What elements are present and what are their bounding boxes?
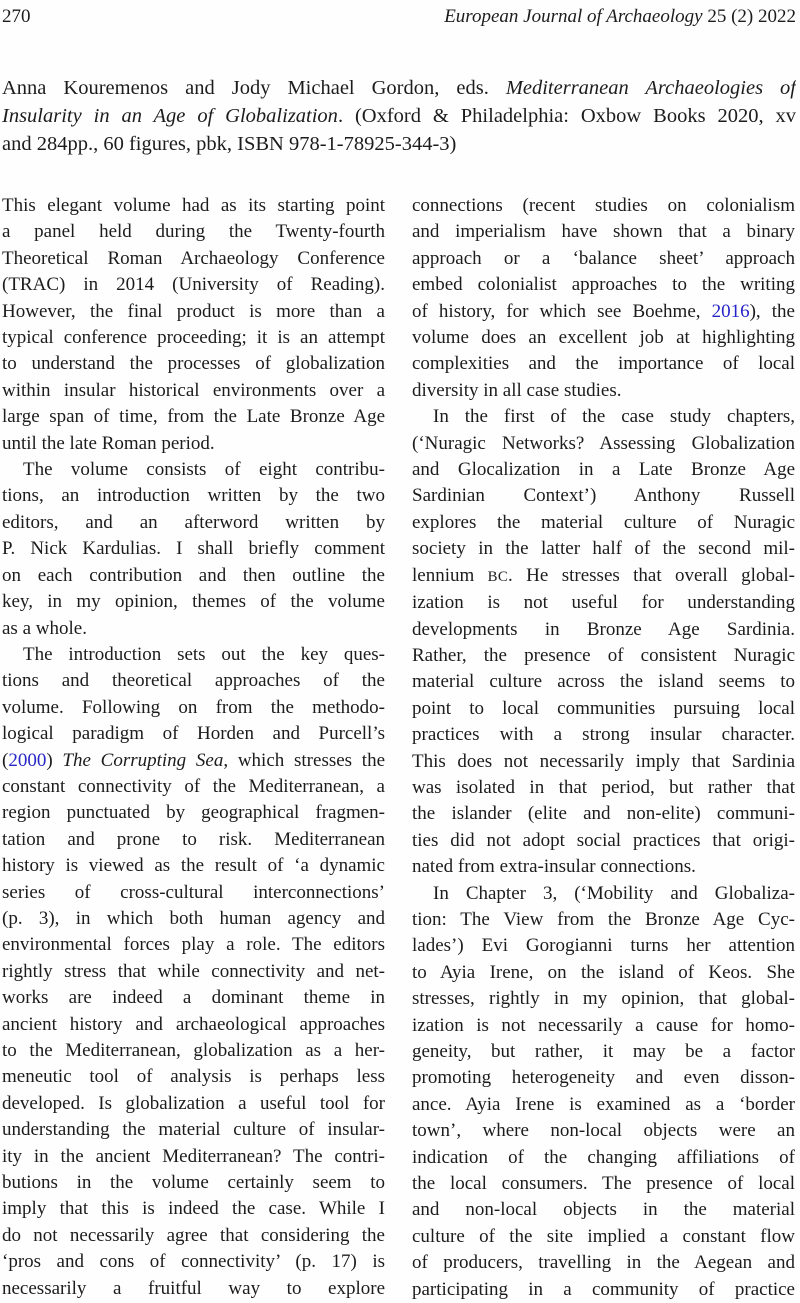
text-span: the local consumers. The presence of local bbox=[412, 1173, 795, 1195]
text-line bbox=[412, 246, 795, 272]
text-line bbox=[412, 590, 795, 616]
text-span: to Ayia Irene, on the island of Keos. She bbox=[412, 961, 795, 983]
column-left bbox=[2, 193, 385, 1303]
text-line bbox=[2, 668, 385, 694]
text-line bbox=[2, 1091, 385, 1117]
text-line bbox=[412, 775, 795, 801]
text-line bbox=[412, 933, 795, 959]
text-line bbox=[2, 932, 385, 958]
text-line bbox=[412, 749, 795, 775]
text-span: to the Mediterranean, globalization as a her- bbox=[2, 1040, 385, 1061]
text-span: constant connectivity of the Mediterranean, a bbox=[2, 775, 385, 797]
text-span: tion: The View from the Bronze Age Cyc- bbox=[412, 908, 795, 930]
text-line bbox=[412, 696, 795, 722]
text-span: Sardinian Context’) Anthony Russell bbox=[412, 485, 795, 507]
text-span: to understand the processes of globalization bbox=[2, 353, 385, 375]
text-line bbox=[2, 74, 796, 102]
text-span: approach or a ‘balance sheet’ approach bbox=[412, 247, 795, 269]
text-line bbox=[412, 378, 795, 404]
text-span: The volume consists of eight contribu- bbox=[23, 459, 385, 481]
text-line bbox=[412, 1145, 795, 1171]
text-span: of producers, travelling in the Aegean and bbox=[412, 1252, 795, 1274]
text-line bbox=[2, 378, 385, 404]
text-span: ity in the ancient Mediterranean? The contri- bbox=[2, 1145, 385, 1167]
text-line bbox=[2, 563, 385, 589]
text-span: indication of the changing affiliations of bbox=[412, 1146, 795, 1168]
text-span: connections (recent studies on colonialism bbox=[412, 195, 795, 216]
text-span: do not necessarily agree that considering the bbox=[2, 1224, 385, 1246]
text-line bbox=[2, 457, 385, 483]
text-line bbox=[2, 642, 385, 668]
text-line bbox=[2, 827, 385, 853]
text-span: ties did not adopt social practices that origi- bbox=[412, 829, 795, 851]
text-span: culture of the site implied a constant flow bbox=[412, 1225, 795, 1247]
text-line bbox=[412, 431, 795, 457]
text-span: practices with a strong insular character. bbox=[412, 724, 795, 746]
text-span: ), the bbox=[749, 300, 795, 322]
text-line bbox=[2, 1223, 385, 1249]
text-span: 25 (2) 2022 bbox=[702, 6, 796, 27]
book-citation-heading bbox=[2, 74, 796, 158]
text-span: embed colonialist approaches to the writing bbox=[412, 274, 795, 296]
text-line bbox=[2, 906, 385, 932]
text-line bbox=[412, 1277, 795, 1303]
text-span: Theoretical Roman Archaeology Conference bbox=[2, 247, 385, 269]
text-span: tions, an introduction written by the two bbox=[2, 485, 385, 507]
text-line bbox=[412, 1197, 795, 1223]
text-span: ance. Ayia Irene is examined as a ‘border bbox=[412, 1093, 795, 1115]
text-span: works are indeed a dominant theme in bbox=[2, 987, 385, 1009]
text-span: Anna Kouremenos and Jody Michael Gordon, eds. bbox=[2, 77, 506, 99]
text-line bbox=[2, 272, 385, 298]
text-span: as a whole. bbox=[2, 617, 87, 639]
text-span: tation and prone to risk. Mediterranean bbox=[2, 828, 385, 850]
text-span: society in the latter half of the second mil- bbox=[412, 538, 795, 560]
running-header bbox=[2, 0, 796, 28]
text-span: ization is not necessarily a cause for homo- bbox=[412, 1014, 795, 1036]
text-line bbox=[412, 563, 795, 590]
text-span: and 284pp., 60 figures, pbk, ISBN 978-1-78925-344-3) bbox=[2, 133, 457, 155]
text-span: series of cross-cultural interconnections’ bbox=[2, 881, 385, 903]
text-span: understanding the material culture of insular- bbox=[2, 1119, 385, 1141]
text-line bbox=[412, 351, 795, 377]
text-line bbox=[412, 1224, 795, 1250]
text-span: and imperialism have shown that a binary bbox=[412, 221, 795, 243]
text-span: This elegant volume had as its starting point bbox=[2, 195, 385, 216]
text-span: diversity in all case studies. bbox=[412, 379, 622, 401]
text-span: butions in the volume certainly seem to bbox=[2, 1172, 385, 1194]
text-span: typical conference proceeding; it is an attempt bbox=[2, 327, 385, 349]
journal-title bbox=[444, 6, 796, 28]
text-span: rightly stress that while connectivity and net- bbox=[2, 960, 385, 982]
italic-text: Insularity in an Age of Globalization bbox=[2, 105, 338, 127]
text-span: In Chapter 3, (‘Mobility and Globaliza- bbox=[433, 882, 795, 904]
text-line bbox=[412, 1065, 795, 1091]
text-span: history is viewed as the result of ‘a dynamic bbox=[2, 855, 385, 877]
text-line bbox=[2, 102, 796, 130]
text-span: and non-local objects in the material bbox=[412, 1199, 795, 1221]
text-line bbox=[412, 536, 795, 562]
text-line bbox=[412, 986, 795, 1012]
text-line bbox=[2, 130, 796, 158]
text-span: developed. Is globalization a useful tool for bbox=[2, 1092, 385, 1114]
text-line bbox=[2, 351, 385, 377]
text-span: region punctuated by geographical fragmen- bbox=[2, 802, 385, 824]
text-span: editors, and an afterword written by bbox=[2, 511, 385, 533]
text-line bbox=[2, 193, 385, 219]
text-line bbox=[412, 881, 795, 907]
text-line bbox=[412, 828, 795, 854]
citation-link[interactable]: 2016 bbox=[711, 300, 750, 322]
citation-link[interactable]: 2000 bbox=[8, 749, 47, 771]
text-line bbox=[2, 1064, 385, 1090]
text-line bbox=[412, 299, 795, 325]
text-line bbox=[412, 483, 795, 509]
italic-text: European Journal of Archaeology bbox=[444, 6, 703, 27]
text-line bbox=[412, 325, 795, 351]
text-span: nated from extra-insular connections. bbox=[412, 856, 696, 878]
text-span: key, in my opinion, themes of the volume bbox=[2, 591, 385, 613]
text-span: This does not necessarily imply that Sardinia bbox=[412, 750, 795, 772]
text-span: In the first of the case study chapters, bbox=[433, 406, 795, 428]
text-span: geneity, but rather, it may be a factor bbox=[412, 1041, 795, 1062]
text-line bbox=[412, 1092, 795, 1118]
text-span: , which stresses the bbox=[223, 749, 385, 771]
two-column-body bbox=[2, 193, 796, 1303]
text-line bbox=[2, 510, 385, 536]
italic-text: The Corrupting Sea bbox=[62, 749, 224, 771]
text-line bbox=[2, 589, 385, 615]
italic-text: Mediterranean Archaeologies of bbox=[505, 77, 796, 99]
text-line bbox=[2, 853, 385, 879]
text-line bbox=[2, 1117, 385, 1143]
text-span: ization is not useful for understanding bbox=[412, 592, 795, 614]
text-span: town’, where non-local objects were an bbox=[412, 1120, 795, 1142]
text-line bbox=[2, 325, 385, 351]
text-span: imply that this is indeed the case. While I bbox=[2, 1198, 385, 1220]
column-right bbox=[412, 193, 795, 1303]
text-line bbox=[412, 272, 795, 298]
text-span: (‘Nuragic Networks? Assessing Globalization bbox=[412, 432, 795, 454]
text-line bbox=[412, 801, 795, 827]
text-line bbox=[2, 1170, 385, 1196]
text-line bbox=[412, 907, 795, 933]
text-line bbox=[412, 510, 795, 536]
text-line bbox=[2, 695, 385, 721]
text-line bbox=[2, 1012, 385, 1038]
text-line bbox=[2, 880, 385, 906]
text-span: meneutic tool of analysis is perhaps less bbox=[2, 1066, 385, 1088]
text-line bbox=[412, 219, 795, 245]
text-line bbox=[2, 299, 385, 325]
text-span: The introduction sets out the key ques- bbox=[23, 643, 385, 665]
text-line bbox=[2, 1038, 385, 1064]
text-span: environmental forces play a role. The editors bbox=[2, 934, 385, 956]
text-span: . He stresses that overall global- bbox=[508, 564, 795, 586]
text-span: complexities and the importance of local bbox=[412, 353, 795, 375]
text-line bbox=[2, 404, 385, 430]
text-line bbox=[2, 800, 385, 826]
text-line bbox=[2, 1249, 385, 1275]
text-line bbox=[2, 985, 385, 1011]
text-span: ( bbox=[2, 749, 9, 771]
text-line bbox=[2, 483, 385, 509]
text-line bbox=[412, 404, 795, 430]
text-span: ) bbox=[46, 749, 63, 771]
text-span: participating in a community of practice bbox=[412, 1278, 795, 1300]
text-span: on each contribution and then outline the bbox=[2, 564, 385, 586]
text-line bbox=[2, 721, 385, 747]
text-line bbox=[412, 617, 795, 643]
text-span: ancient history and archaeological approaches bbox=[2, 1013, 385, 1035]
smallcaps-text: BC bbox=[487, 568, 509, 585]
text-span: volume. Following on from the methodo- bbox=[2, 696, 385, 718]
page-number: 270 bbox=[2, 6, 31, 27]
text-span: large span of time, from the Late Bronze Age bbox=[2, 406, 385, 428]
text-line bbox=[2, 536, 385, 562]
text-span: lades’) Evi Gorogianni turns her attention bbox=[412, 935, 795, 957]
text-line bbox=[412, 1118, 795, 1144]
text-line bbox=[2, 959, 385, 985]
text-line bbox=[412, 1250, 795, 1276]
text-line bbox=[412, 669, 795, 695]
text-line bbox=[412, 457, 795, 483]
text-span: Rather, the presence of consistent Nuragic bbox=[412, 644, 795, 666]
text-span: point to local communities pursuing local bbox=[412, 697, 795, 719]
text-line bbox=[2, 1196, 385, 1222]
text-span: . (Oxford & Philadelphia: Oxbow Books 2020, xv bbox=[337, 105, 796, 127]
text-line bbox=[2, 616, 385, 642]
text-span: tions and theoretical approaches of the bbox=[2, 670, 385, 692]
text-span: promoting heterogeneity and even disson- bbox=[412, 1067, 795, 1089]
text-line bbox=[2, 748, 385, 774]
text-span: However, the final product is more than a bbox=[2, 300, 385, 322]
text-span: necessarily a fruitful way to explore bbox=[2, 1277, 385, 1299]
text-line bbox=[412, 1171, 795, 1197]
text-line bbox=[412, 722, 795, 748]
text-line bbox=[2, 431, 385, 457]
text-span: stresses, rightly in my opinion, that global- bbox=[412, 988, 795, 1010]
text-span: (TRAC) in 2014 (University of Reading). bbox=[2, 274, 385, 296]
text-line bbox=[412, 1039, 795, 1065]
text-line bbox=[412, 854, 795, 880]
text-span: and Glocalization in a Late Bronze Age bbox=[412, 459, 795, 481]
text-span: explores the material culture of Nuragic bbox=[412, 511, 795, 533]
text-line bbox=[2, 1276, 385, 1302]
text-span: logical paradigm of Horden and Purcell’s bbox=[2, 723, 385, 745]
text-line bbox=[2, 246, 385, 272]
text-line bbox=[2, 219, 385, 245]
text-span: (p. 3), in which both human agency and bbox=[2, 907, 385, 929]
text-span: lennium bbox=[412, 564, 488, 586]
text-span: until the late Roman period. bbox=[2, 432, 215, 454]
text-line bbox=[412, 960, 795, 986]
text-span: ‘pros and cons of connectivity’ (p. 17) is bbox=[2, 1251, 385, 1273]
text-span: P. Nick Kardulias. I shall briefly comment bbox=[2, 538, 385, 560]
text-span: material culture across the island seems to bbox=[412, 671, 795, 693]
text-line bbox=[412, 1013, 795, 1039]
text-line bbox=[2, 774, 385, 800]
text-span: a panel held during the Twenty-fourth bbox=[2, 221, 385, 243]
text-line bbox=[2, 1144, 385, 1170]
text-span: developments in Bronze Age Sardinia. bbox=[412, 618, 795, 640]
text-span: was isolated in that period, but rather that bbox=[412, 776, 795, 798]
text-line bbox=[412, 643, 795, 669]
text-span: within insular historical environments over a bbox=[2, 379, 385, 401]
text-span: volume does an excellent job at highlighting bbox=[412, 327, 795, 349]
text-span: the islander (elite and non-elite) communi- bbox=[412, 803, 795, 825]
text-line bbox=[412, 193, 795, 219]
text-span: of history, for which see Boehme, bbox=[412, 300, 712, 322]
